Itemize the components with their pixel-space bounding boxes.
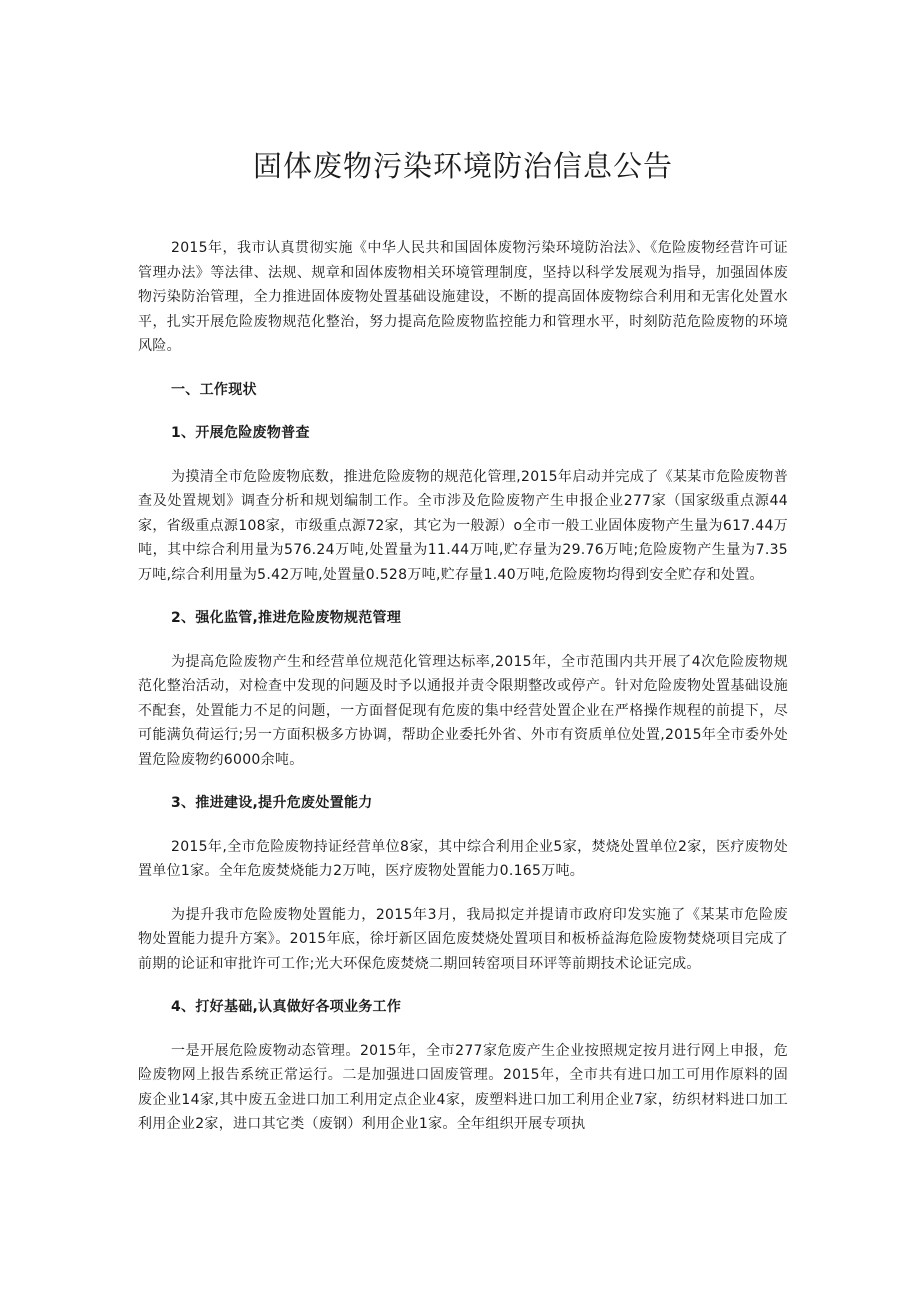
subsection-heading-survey: 1、开展危险废物普查 [171,425,310,441]
subsection-heading-foundation: 4、打好基础,认真做好各项业务工作 [171,999,402,1015]
subsection-heading-construction: 3、推进建设,提升危废处置能力 [171,795,373,811]
supervision-paragraph: 为提高危险废物产生和经营单位规范化管理达标率,2015年，全市范围内共开展了4次危险废物规范化整治活动，对检查中发现的问题及时予以通报并责令限期整改或停产。针对危险废物处置基础设施不配套，处置能力不足的问题，一方面督促现有危废的集中经营处置企业在严格操作规程的前提下，尽可能满负荷运行;另一方面积极多方协调，帮助企业委托外省、外市有资质单位处置,2015年全市委外处置危险废物约6000余吨。 [138,653,788,768]
construction-paragraph-2: 为提升我市危险废物处置能力，2015年3月，我局拟定并提请市政府印发实施了《某某市危险废物处置能力提升方案》。2015年底，徐圩新区固危废焚烧处置项目和板桥益海危险废物焚烧项目完成了前期的论证和审批许可工作;光大环保危废焚烧二期回转窑项目环评等前期技术论证完成。 [138,906,788,972]
section-heading-work-status: 一、工作现状 [171,381,257,398]
intro-paragraph: 2015年，我市认真贯彻实施《中华人民共和国固体废物污染环境防治法》、《危险废物经营许可证管理办法》等法律、法规、规章和固体废物相关环境管理制度，坚持以科学发展观为指导，加强固体废物污染防治管理，全力推进固体废物处置基础设施建设，不断的提高固体废物综合利用和无害化处置水平，扎实开展危险废物规范化整治，努力提高危险废物监控能力和管理水平，时刻防范危险废物的环境风险。 [138,240,788,354]
document-title: 固体废物污染环境防治信息公告 [252,149,673,183]
document-body [138,236,788,1156]
foundation-paragraph: 一是开展危险废物动态管理。2015年，全市277家危废产生企业按照规定按月进行网上申报，危险废物网上报告系统正常运行。二是加强进口固废管理。2015年，全市共有进口加工可用作原料的固废企业14家,其中废五金进口加工利用定点企业4家，废塑料进口加工利用企业7家，纺织材料进口加工利用企业2家，进口其它类（废钢）利用企业1家。全年组织开展专项执 [138,1042,788,1132]
subsection-heading-supervision: 2、强化监管,推进危险废物规范管理 [171,610,402,626]
survey-paragraph: 为摸清全市危险废物底数，推进危险废物的规范化管理,2015年启动并完成了《某某市危险废物普查及处置规划》调查分析和规划编制工作。全市涉及危险废物产生申报企业277家（国家级重点源44家，省级重点源108家，市级重点源72家，其它为一般源）o全市一般工业固体废物产生量为617.44万吨，其中综合利用量为576.24万吨,处置量为11.44万吨,贮存量为29.76万吨;危险废物产生量为7.35万吨,综合利用量为5.42万吨,处置量0.528万吨,贮存量1.40万吨,危险废物均得到安全贮存和处置。 [138,468,788,583]
construction-paragraph-1: 2015年,全市危险废物持证经营单位8家，其中综合利用企业5家，焚烧处置单位2家，医疗废物处置单位1家。全年危废焚烧能力2万吨，医疗废物处置能力0.165万吨。 [138,838,788,879]
